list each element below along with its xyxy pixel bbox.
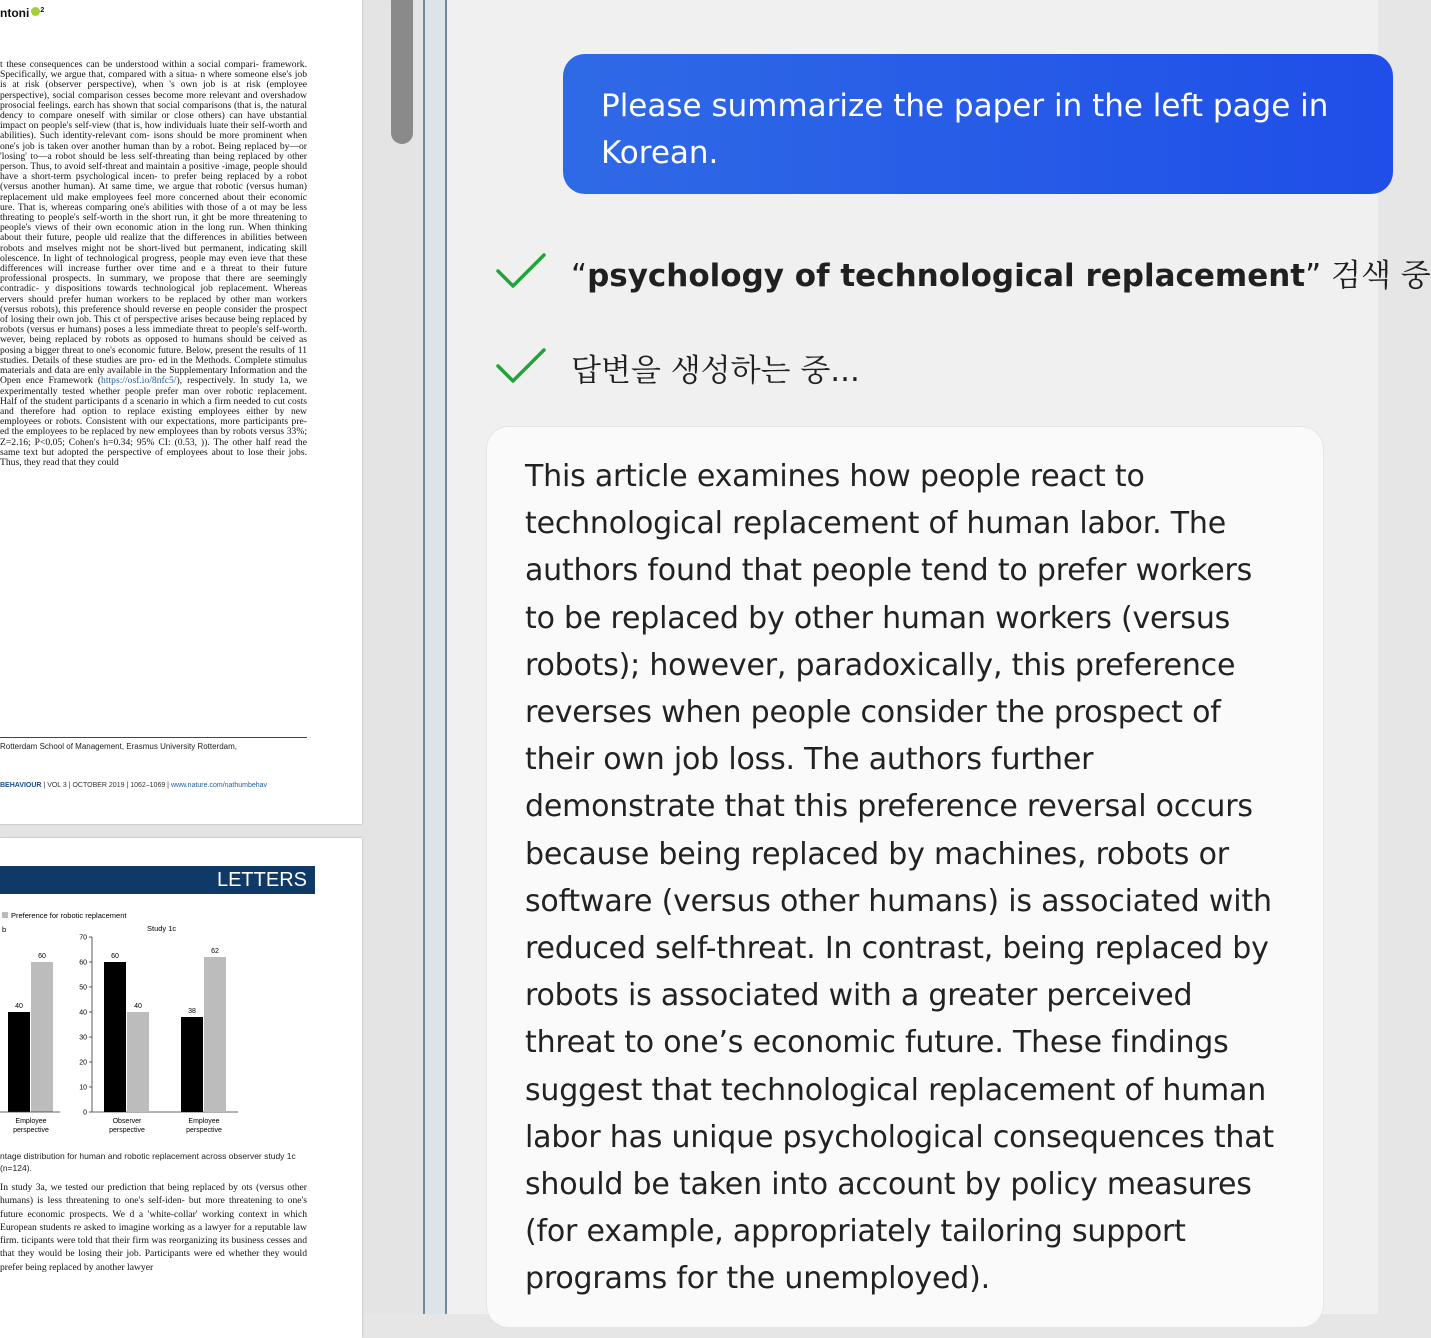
x-category-label: perspective bbox=[13, 1127, 49, 1134]
data-label: 38 bbox=[188, 1008, 196, 1015]
y-tick-label: 70 bbox=[79, 934, 87, 942]
pdf-scrollbar-thumb[interactable] bbox=[391, 0, 413, 144]
x-category-label: perspective bbox=[186, 1127, 222, 1134]
figure-bar-chart bbox=[0, 904, 320, 1144]
journal-name: BEHAVIOUR bbox=[0, 782, 42, 789]
bar-human bbox=[104, 962, 126, 1112]
legend-swatch-robot bbox=[2, 912, 8, 918]
x-category-label: perspective bbox=[109, 1127, 145, 1134]
body-paragraphs-cont: ), respectively. In study 1a, we experimentally tested whether people prefer man over robotic replacement. Half of the student participants d a scenario in which a firm needed to cut costs and therefore had option to replace existing employees either by new employees or robots. Consistent with our expectations, more participants pre- ed the employees to be replaced by new employees than by robots versus 33%; Z=2.16; P<0.05; Cohen's h=0.34; 95% CI: (0.53, )). The other half read the same text but adopted the perspective of employees about to lose their jobs. Thus, they read that they could bbox=[0, 375, 308, 468]
section-banner bbox=[0, 866, 315, 894]
pdf-viewer[interactable] bbox=[0, 0, 423, 1314]
user-message-text: Please summarize the paper in the left page in Korean. bbox=[601, 88, 1329, 171]
pdf-page-1 bbox=[0, 0, 362, 824]
data-label: 62 bbox=[211, 948, 219, 955]
panel-splitter[interactable] bbox=[423, 0, 447, 1314]
data-label: 40 bbox=[15, 1003, 23, 1010]
bar-robot bbox=[204, 957, 226, 1112]
quote-open: “ bbox=[571, 257, 588, 294]
section-label: LETTERS bbox=[216, 869, 307, 891]
pdf-page-2 bbox=[0, 838, 362, 1338]
assistant-answer-text: This article examines how people react to technological replacement of human labor. The authors found that people tend to prefer workers to be replaced by other human workers (versus robots); however, paradoxically, this preference reverses when people consider the prospect of their own job loss. The authors further demonstrate that this preference reversal occurs because being replaced by machines, robots or software (versus other humans) is associated with reduced self-threat. In contrast, being replaced by robots is associated with a greater perceived threat to one’s economic future. These findings suggest that technological replacement of human labor has unique psychological consequences that should be taken into account by policy measures (for example, appropriately tailoring support programs for the unemployed). bbox=[525, 459, 1274, 1297]
search-query: psychology of technological replacement bbox=[587, 257, 1306, 294]
journal-footer bbox=[0, 782, 267, 789]
paper-body-text bbox=[0, 60, 307, 468]
check-icon bbox=[495, 251, 547, 293]
y-tick-label: 30 bbox=[79, 1034, 87, 1042]
data-label: 40 bbox=[134, 1003, 142, 1010]
body-paragraphs: t these consequences can be understood within a social compari- framework. Specifically, we argue that, compared with a situa- n where someone else's job is at risk (observer perspective), when 's own job is at risk (employee perspective), social comparison cesses become more relevant and overshadow prosocial feelings. earch has shown that social comparisons (that is, the natural dency to compare oneself with similar or close others) can have ubstantial impact on people's self-view (that is, how individuals luate their self-worth and abilities). Such identity-relevant com- isons should be more prominent when one's job is taken over another human than by a robot. Being replaced by—or 'losing' to—a robot should be less self-threating than being replaced by other person. Thus, to avoid self-threat and maintain a positive -image, people should have a short-term psychological incen- to prefer being replaced by a robot (versus another human). At same time, we argue that robotic (versus human) replacement uld make employees feel more concerned about their economic ure. That is, whereas comparing one's abilities with those of a ot may be less threating to people's self-worth in the short run, it ght be more threatening to people's views of their own economic ation in the long run. When thinking about their future, people uld realize that the differences in abilities between robots and mselves might not be short-lived but permanent, indicating skill olescence. In light of technological progress, people may even ieve that these differences will increase further over time and e a threat to their future professional prospects. In summary, we propose that there are seemingly contradic- y dispositions towards technological job replacement. Whereas ervers should prefer human workers to be replaced by other man workers (versus robots), this preference should reverse en people consider the prospect of losing their own job. This ct of perspective arises because being replaced by robots (versus er humans) poses a less immediate threat to people's self-worth. wever, being replaced by robots as opposed to humans should be ceived as posing a bigger threat to one's economic future. Below, present the results of 11 studies. Details of these studies are pro- ed in the Methods. Complete stimulus materials and data are enly available in the Supplementary Information and the Open ence Framework ( bbox=[0, 59, 307, 387]
journal-info: | VOL 3 | OCTOBER 2019 | 1062–1069 | bbox=[41, 782, 171, 789]
author-affiliation-mark: 2 bbox=[40, 7, 45, 14]
author-name: ntoni bbox=[0, 6, 30, 20]
panel-b-label: b bbox=[2, 925, 7, 934]
y-tick-label: 0 bbox=[83, 1109, 87, 1117]
data-label: 60 bbox=[38, 953, 46, 960]
orcid-icon[interactable] bbox=[31, 7, 40, 16]
step-generate bbox=[495, 342, 860, 392]
step-generate-text: 답변을 생성하는 중... bbox=[571, 352, 860, 389]
affiliation-footnote: Rotterdam School of Management, Erasmus University Rotterdam, bbox=[0, 742, 237, 751]
osf-link[interactable]: https://osf.io/8nfc5/ bbox=[101, 375, 177, 387]
chat-panel bbox=[447, 0, 1431, 1314]
journal-url[interactable]: www.nature.com/nathumbehav bbox=[170, 782, 268, 789]
search-status: ” 검색 중 bbox=[1305, 257, 1431, 294]
bar-robot-employee-b bbox=[31, 962, 53, 1112]
x-category-label: Employee bbox=[188, 1118, 220, 1125]
step-search-text bbox=[571, 250, 1431, 295]
footnote-divider bbox=[0, 737, 307, 738]
chart-title-study-1c: Study 1c bbox=[147, 924, 177, 933]
pdf-scrollbar-track[interactable] bbox=[385, 0, 420, 1314]
step-search bbox=[495, 247, 1431, 297]
x-category-label: Employee bbox=[15, 1118, 47, 1125]
author-line bbox=[0, 6, 44, 20]
bar-robot bbox=[127, 1012, 149, 1112]
bar-human bbox=[181, 1017, 203, 1112]
paper-body-text-page-2: In study 3a, we tested our prediction that being replaced by ots (versus other humans) is less threatening to one's self-iden- but more threatening to one's future economic prospects. We d a 'white-collar' working context in which European students re asked to imagine working as a lawyer for a reputable law firm. ticipants were told that their firm was reorganizing its business cesses and that they would be losing their job. Participants were ed whether they would prefer being replaced by another lawyer bbox=[0, 1182, 307, 1273]
bar-human-employee-b bbox=[8, 1012, 30, 1112]
y-tick-label: 10 bbox=[79, 1084, 87, 1092]
assistant-answer-card bbox=[487, 427, 1323, 1327]
y-tick-label: 60 bbox=[79, 959, 87, 967]
figure-caption: ntage distribution for human and robotic replacement across observer study 1c (n=124). bbox=[0, 1151, 296, 1173]
data-label: 60 bbox=[111, 953, 119, 960]
x-category-label: Observer bbox=[112, 1118, 142, 1125]
legend-label-robot: Preference for robotic replacement bbox=[11, 911, 127, 920]
check-icon bbox=[495, 346, 547, 388]
user-message-bubble bbox=[563, 54, 1393, 194]
y-tick-label: 40 bbox=[79, 1009, 87, 1017]
y-tick-label: 20 bbox=[79, 1059, 87, 1067]
y-tick-label: 50 bbox=[79, 984, 87, 992]
